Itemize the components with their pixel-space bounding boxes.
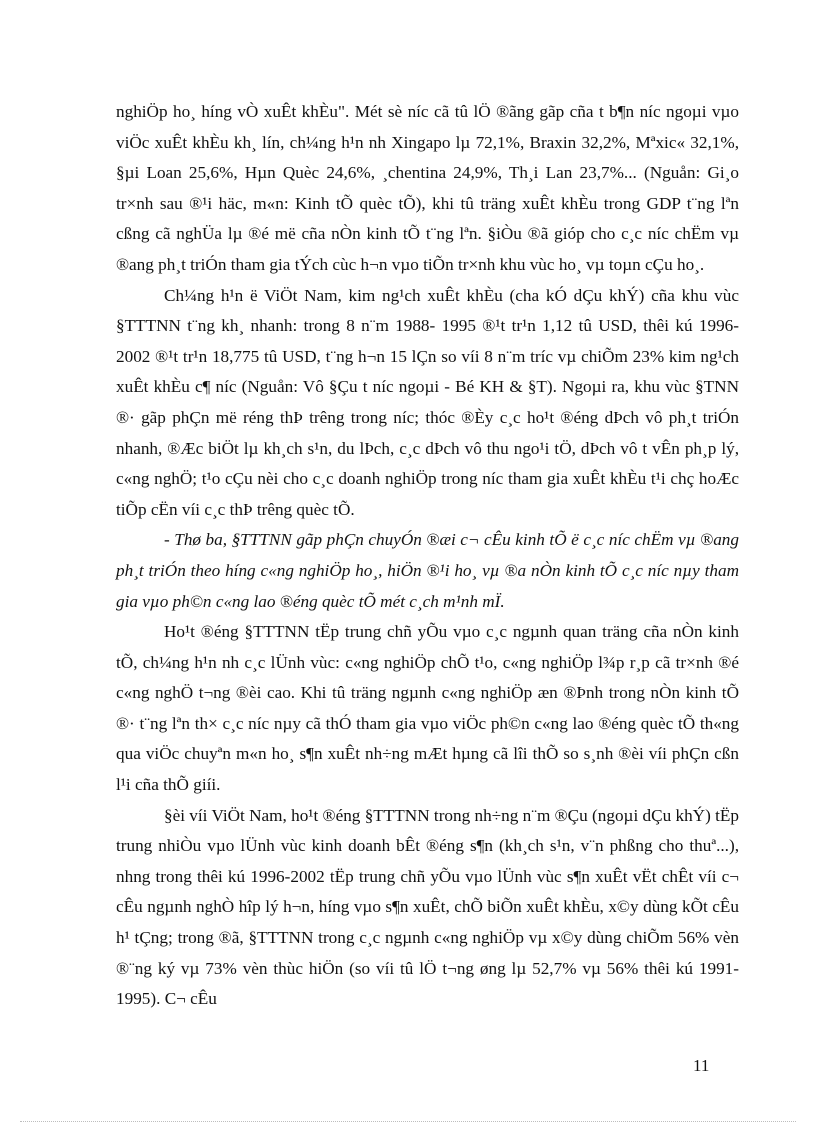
paragraph-2: Ch¼ng h¹n ë ViÖt Nam, kim ng¹ch xuÊt khÈu (cha kÓ dÇu khÝ) cña khu vùc §TTTNN t¨ng kh¸ nhanh: trong 8 n¨m 1988- 1995 ®¹t tr¹n 1,12 tû USD, thêi kú 1996-2002 ®¹t tr¹n 18,775 tû USD, t¨ng h¬n 15 lÇn so víi 8 n¨m tríc vµ chiÕm 23% kim ng¹ch xuÊt khÈu c¶ níc (Nguån: Vô §Çu t níc ngoµi - Bé KH & §T). Ngoµi ra, khu vùc §TNN ®· gãp phÇn më réng thÞ trêng trong níc; thóc ®Èy c¸c ho¹t ®éng dÞch vô ph¸t triÓn nhanh, ®Æc biÖt lµ kh¸ch s¹n, du lÞch, c¸c dÞch vô thu ngo¹i tÖ, dÞch vô t vÊn ph¸p lý, c«ng nghÖ; t¹o cÇu nèi cho c¸c doanh nghiÖp trong níc tham gia xuÊt khÈu t¹i chç hoÆc tiÕp cËn víi c¸c thÞ trêng quèc tÕ. — [116, 285, 739, 519]
paragraph-5: §èi víi ViÖt Nam, ho¹t ®éng §TTTNN trong nh÷ng n¨m ®Çu (ngoµi dÇu khÝ) tËp trung nhiÒu vµo lÜnh vùc kinh doanh bÊt ®éng s¶n (kh¸ch s¹n, v¨n phßng cho thuª...), nhng trong thêi kú 1996-2002 tËp trung chñ yÕu vµo lÜnh vùc s¶n xuÊt vËt chÊt víi c¬ cÊu ngµnh nghÒ hîp lý h¬n, híng vµo s¶n xuÊt, chÕ biÕn xuÊt khÈu, x©y dùng kÕt cÊu h¹ tÇng; trong ®ã, §TTTNN trong c¸c ngµnh c«ng nghiÖp vµ x©y dùng chiÕm 56% vèn ®¨ng ký vµ 73% vèn thùc hiÖn (so víi tû lÖ t¬ng øng lµ 52,7% vµ 56% thêi kú 1991-1995). C¬ cÊu — [116, 805, 739, 1009]
paragraph-3-italic: - Thø ba, §TTTNN gãp phÇn chuyÓn ®æi c¬ cÊu kinh tÕ ë c¸c níc chËm vµ ®ang ph¸t triÓn theo híng c«ng nghiÖp ho¸, hiÖn ®¹i ho¸ vµ ®a nÒn kinh tÕ c¸c níc nµy tham gia vµo ph©n c«ng lao ®éng quèc tÕ mét c¸ch m¹nh mÏ. — [116, 530, 739, 611]
paragraph-4: Ho¹t ®éng §TTTNN tËp trung chñ yÕu vµo c¸c ngµnh quan träng cña nÒn kinh tÕ, ch¼ng h¹n nh c¸c lÜnh vùc: c«ng nghiÖp chÕ t¹o, c«ng nghiÖp l¾p r¸p cã tr×nh ®é c«ng nghÖ t¬ng ®èi cao. Khi tû träng ngµnh c«ng nghiÖp æn ®Þnh trong nÒn kinh tÕ ®· t¨ng lªn th× c¸c níc nµy cã thÓ tham gia vµo viÖc ph©n c«ng lao ®éng quèc tÕ th«ng qua viÖc chuyªn m«n ho¸ s¶n xuÊt nh÷ng mÆt hµng cã lîi thÕ so s¸nh ®èi víi phÇn cßn l¹i cña thÕ giíi. — [116, 622, 739, 795]
page-number: 11 — [693, 1056, 710, 1075]
page-bottom-divider — [20, 1121, 796, 1122]
body-text — [116, 97, 739, 1015]
paragraph-1: nghiÖp ho¸ híng vÒ xuÊt khÈu". Mét sè níc cã tû lÖ ®ãng gãp cña t b¶n níc ngoµi vµo viÖc xuÊt khÈu kh¸ lín, ch¼ng h¹n nh Xingapo lµ 72,1%, Braxin 32,2%, Mªxic« 32,1%, §µi Loan 25,6%, Hµn Quèc 24,6%, ¸chentina 24,9%, Th¸i Lan 23,7%... (Nguån: Gi¸o tr×nh sau ®¹i häc, m«n: Kinh tÕ quèc tÕ), khi tû träng xuÊt khÈu trong GDP t¨ng lªn cßng cã nghÜa lµ ®é më cña nÒn kinh tÕ t¨ng lªn. §iÒu ®ã gióp cho c¸c níc chËm vµ ®ang ph¸t triÓn tham gia tÝch cùc h¬n vµo tiÕn tr×nh khu vùc ho¸ vµ toµn cÇu ho¸. — [116, 102, 739, 274]
